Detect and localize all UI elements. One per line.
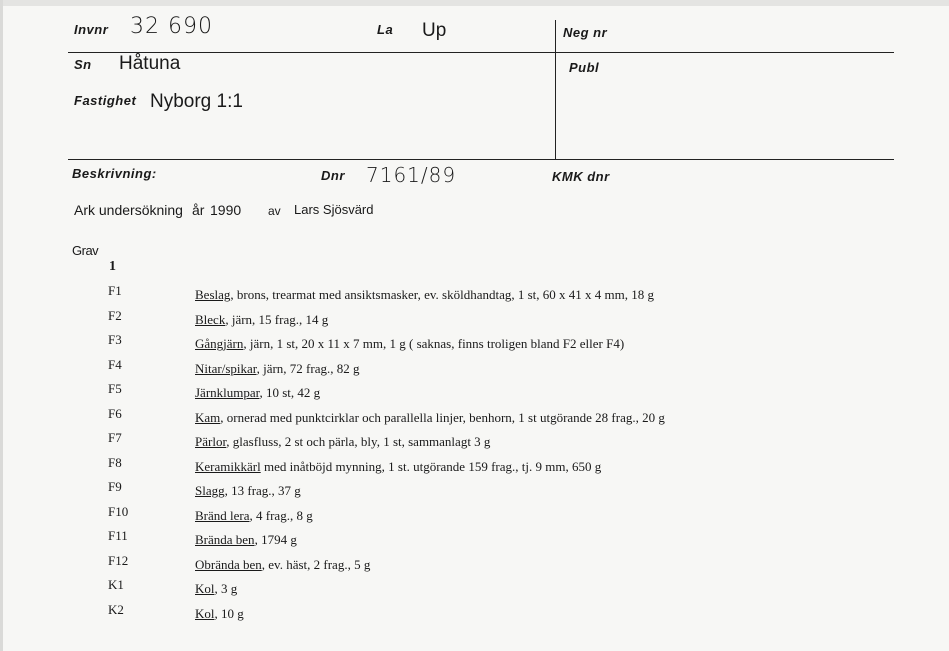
find-id: F12 (108, 552, 129, 568)
find-detail: , 3 g (214, 581, 238, 596)
beskrivning-label: Beskrivning: (72, 166, 157, 181)
find-name: Brända ben (195, 532, 255, 547)
find-detail: , järn, 15 frag., 14 g (225, 311, 329, 327)
find-detail: , brons, trearmat med ansiktsmasker, ev. sköldhandtag, 1 st, 60 x 41 x 4 mm, 18 g (230, 287, 654, 302)
fastighet-label: Fastighet (74, 93, 137, 108)
find-detail: , 13 frag., 37 g (224, 483, 301, 498)
find-id: F11 (108, 528, 128, 543)
survey-year: 1990 (210, 202, 242, 218)
find-id: F2 (108, 307, 122, 323)
find-name: Kol (195, 581, 215, 596)
find-name: Pärlor (195, 434, 227, 449)
find-name: Keramikkärl (195, 458, 261, 474)
find-id: F7 (108, 430, 122, 445)
negnr-label: Neg nr (563, 25, 608, 40)
sn-value: Håtuna (119, 53, 181, 74)
find-id: F6 (108, 405, 122, 421)
find-id: F8 (108, 454, 122, 470)
grave-label: Grav (72, 243, 99, 258)
card-left-edge (0, 0, 3, 651)
find-id: K2 (108, 601, 124, 617)
header-divider (68, 52, 894, 53)
find-id: F9 (108, 479, 122, 494)
grave-number: 1 (109, 259, 116, 274)
find-id: F10 (108, 503, 129, 519)
find-id: F4 (108, 356, 122, 372)
sn-label: Sn (74, 57, 92, 72)
find-detail: , 10 st, 42 g (259, 385, 321, 400)
find-name: Nitar/spikar (195, 360, 257, 376)
find-name: Obrända ben (195, 556, 262, 572)
find-detail: , järn, 72 frag., 82 g (256, 360, 360, 376)
find-detail: , 4 frag., 8 g (249, 507, 313, 523)
find-name: Beslag (195, 287, 231, 302)
find-name: Bleck (195, 311, 226, 327)
fastighet-value: Nyborg 1:1 (150, 91, 243, 112)
find-detail: , glasfluss, 2 st och pärla, bly, 1 st, sammanlagt 3 g (226, 434, 491, 449)
find-name: Kam (195, 409, 221, 425)
find-name: Kol (195, 605, 215, 621)
find-name: Slagg (195, 483, 225, 498)
dnr-value: 7161/89 (366, 163, 457, 187)
find-name: Järnklumpar (195, 385, 260, 400)
find-id: F5 (108, 381, 122, 396)
survey-by: Lars Sjösvärd (294, 202, 374, 217)
find-detail: , ornerad med punktcirklar och parallella linjer, benhorn, 1 st utgörande 28 frag., 20 g (220, 409, 665, 425)
find-id: F3 (108, 332, 122, 347)
survey-year-label: år (192, 202, 205, 218)
find-detail: , järn, 1 st, 20 x 11 x 7 mm, 1 g ( saknas, finns troligen bland F2 eller F4) (243, 336, 625, 351)
find-detail: med inåtböjd mynning, 1 st. utgörande 159 frag., tj. 9 mm, 650 g (260, 458, 602, 474)
la-label: La (377, 22, 394, 37)
find-detail: , 10 g (214, 605, 244, 621)
beskrivning-divider (68, 159, 894, 160)
invnr-label: Invnr (74, 22, 109, 37)
la-value: Up (422, 20, 447, 41)
find-detail: , 1794 g (254, 532, 297, 547)
invnr-value: 32 690 (130, 14, 213, 39)
right-column-divider (555, 20, 556, 160)
survey-type: Ark undersökning (74, 202, 183, 218)
kmk-dnr-label: KMK dnr (552, 169, 610, 184)
card-top-edge (0, 0, 949, 6)
find-id: F1 (108, 283, 122, 298)
find-name: Gångjärn (195, 336, 244, 351)
find-name: Bränd lera (195, 507, 250, 523)
publ-label: Publ (569, 60, 600, 75)
find-detail: , ev. häst, 2 frag., 5 g (261, 556, 371, 572)
survey-by-label: av (268, 204, 281, 218)
dnr-label: Dnr (321, 168, 345, 183)
find-id: K1 (108, 577, 124, 592)
